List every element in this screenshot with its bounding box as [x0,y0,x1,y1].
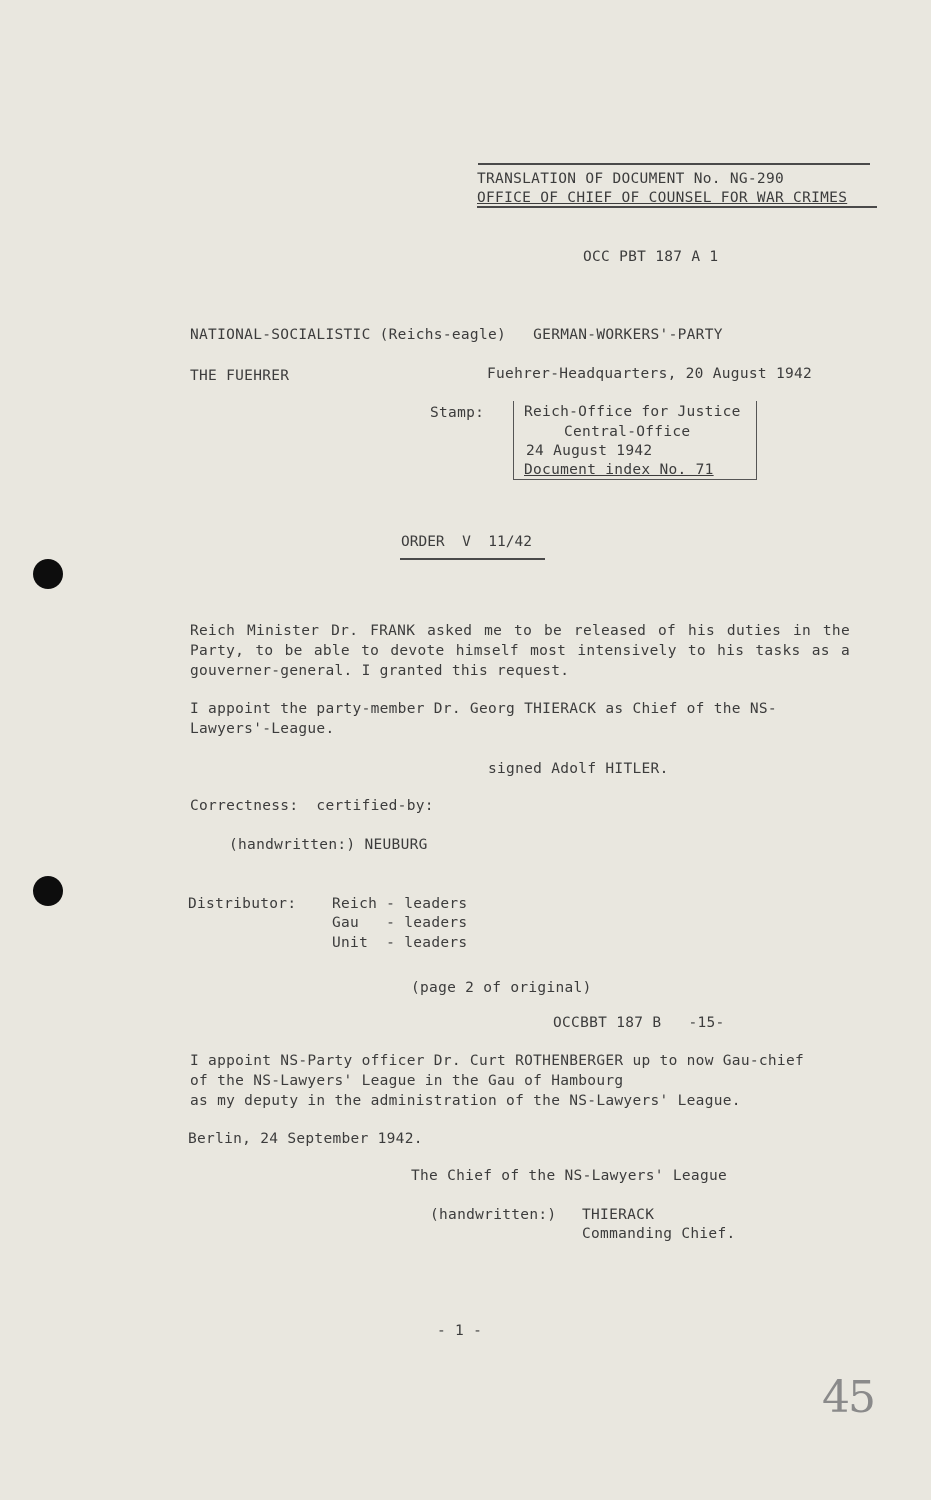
order-underline [400,558,545,560]
fuehrer-label: THE FUEHRER [190,368,290,384]
stamp-line-office: Reich-Office for Justice [524,404,741,420]
berlin-date: Berlin, 24 September 1942. [188,1131,423,1147]
handwritten-neuburg: (handwritten:) NEUBURG [229,837,428,853]
handwritten-label: (handwritten:) [430,1207,557,1223]
page-two-reference: OCCBBT 187 B -15- [553,1015,725,1031]
stamp-line-date: 24 August 1942 [526,443,653,459]
correctness-certified: Correctness: certified-by: [190,798,434,814]
punch-hole-bottom [33,876,63,906]
signature-hitler: signed Adolf HITLER. [488,761,669,777]
distributor-label: Distributor: [188,896,297,912]
header-office-line: OFFICE OF CHIEF OF COUNSEL FOR WAR CRIMES [477,190,848,206]
stamp-line-index: Document index No. 71 [524,462,714,478]
order-title: ORDER V 11/42 [401,534,532,550]
rothenberger-paragraph: I appoint NS-Party officer Dr. Curt ROTHENBERGER up to now Gau-chief of the NS-Lawyers' League in the Gau of Hambourg as my deputy in the administration of the NS-Lawyers' League. [190,1053,805,1109]
document-reference: OCC PBT 187 A 1 [583,249,719,265]
distributor-item: Unit - leaders [332,935,468,951]
distributor-item: Gau - leaders [332,915,468,931]
header-bottom-rule [477,206,877,208]
handwritten-page-number: 45 [822,1372,874,1423]
page-number: - 1 - [437,1323,483,1339]
handwritten-thierack: THIERACK [582,1207,655,1223]
page-two-marker: (page 2 of original) [411,980,592,996]
headquarters-date: Fuehrer-Headquarters, 20 August 1942 [487,366,813,382]
body-paragraph-frank: Reich Minister Dr. FRANK asked me to be released of his duties in the Party, to be able to devote himself most intensively to his tasks as a gouverner-general. I granted this request. [190,623,850,679]
commanding-chief: Commanding Chief. [582,1226,736,1242]
distributor-item: Reich - leaders [332,896,468,912]
header-translation-line: TRANSLATION OF DOCUMENT No. NG-290 [477,171,785,187]
punch-hole-top [33,559,63,589]
header-top-rule [478,163,870,165]
party-letterhead: NATIONAL-SOCIALISTIC (Reichs-eagle) GERMAN-WORKERS'-PARTY [190,327,723,343]
league-chief-title: The Chief of the NS-Lawyers' League [411,1168,728,1184]
stamp-line-central: Central-Office [564,424,691,440]
stamp-label: Stamp: [430,405,485,421]
body-paragraph-thierack: I appoint the party-member Dr. Georg THIERACK as Chief of the NS-Lawyers'-League. [190,701,777,737]
